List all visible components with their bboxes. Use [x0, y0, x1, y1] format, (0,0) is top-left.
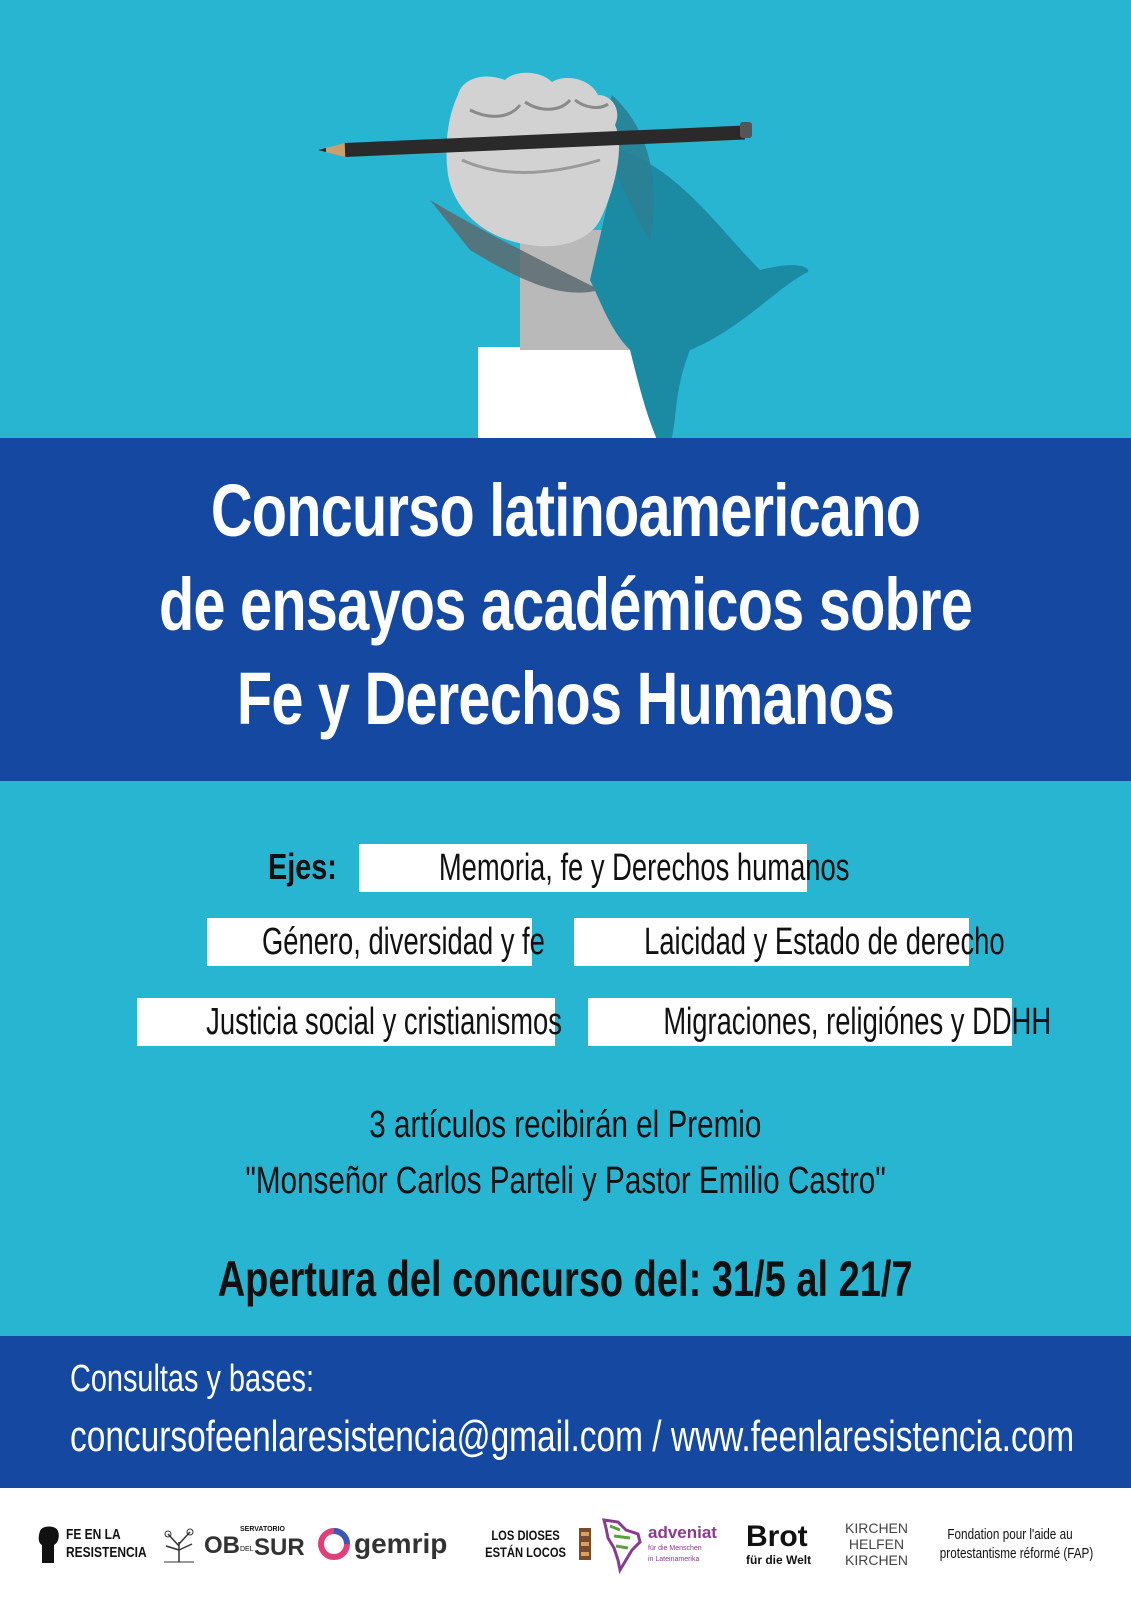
- contest-dates: Apertura del concurso del: 31/5 al 21/7: [218, 1251, 913, 1307]
- logo-kirchen-helfen-kirchen: KIRCHEN HELFEN KIRCHEN: [845, 1519, 909, 1568]
- prize-line-2: "Monseñor Carlos Parteli y Pastor Emilio Castro": [245, 1160, 886, 1202]
- hero-illustration: [0, 0, 1131, 440]
- contact-label: Consultas y bases:: [70, 1358, 315, 1400]
- axis-chip: Migraciones, religiónes y DDHH: [588, 998, 1012, 1046]
- logo-fap: Fondation pour l'aide au protestantisme réformé (FAP): [939, 1525, 1094, 1562]
- axis-chip: Memoria, fe y Derechos humanos: [359, 844, 807, 892]
- title-line-1: Concurso latinoamericano: [210, 469, 921, 552]
- logo-los-dioses-estan-locos: LOS DIOSES ESTÁN LOCOS: [475, 1488, 585, 1599]
- totem-icon: [576, 1526, 594, 1562]
- title-line-2: de ensayos académicos sobre: [158, 563, 973, 646]
- prize-line-1: 3 artículos recibirán el Premio: [369, 1104, 762, 1146]
- latin-america-map-icon: [600, 1516, 644, 1572]
- raised-fist-icon: [36, 1523, 62, 1565]
- title-line-3: Fe y Derechos Humanos: [236, 657, 895, 740]
- logo-brot-fur-die-welt: Brot für die Welt: [746, 1519, 812, 1567]
- logo-fe-en-la-resistencia: FE EN LA RESISTENCIA: [36, 1488, 154, 1599]
- sleeve-shape: [478, 347, 656, 440]
- gemrip-ring-icon: [316, 1526, 352, 1562]
- fist-shape: [446, 73, 619, 247]
- sponsor-logos: [0, 1488, 1131, 1599]
- axis-chip: Género, diversidad y fe: [207, 918, 532, 966]
- tree-sketch-icon: [160, 1524, 198, 1564]
- axis-chip: Justicia social y cristianismos: [137, 998, 555, 1046]
- brot-wordmark: Brot: [746, 1519, 808, 1553]
- logo-adveniat: adveniat für die Menschen in Lateinamerika: [600, 1488, 730, 1599]
- logo-gemrip: gemrip: [316, 1488, 458, 1599]
- logo-observatorio-del-sur: OB SERVATORIO DEL SUR: [160, 1488, 306, 1599]
- fist-pencil-dove-icon: [0, 0, 1131, 440]
- contact-email-web[interactable]: concursofeenlaresistencia@gmail.com / www.feenlaresistencia.com: [70, 1412, 1075, 1461]
- axis-chip: Laicidad y Estado de derecho: [574, 918, 969, 966]
- axes-label: Ejes:: [268, 846, 337, 887]
